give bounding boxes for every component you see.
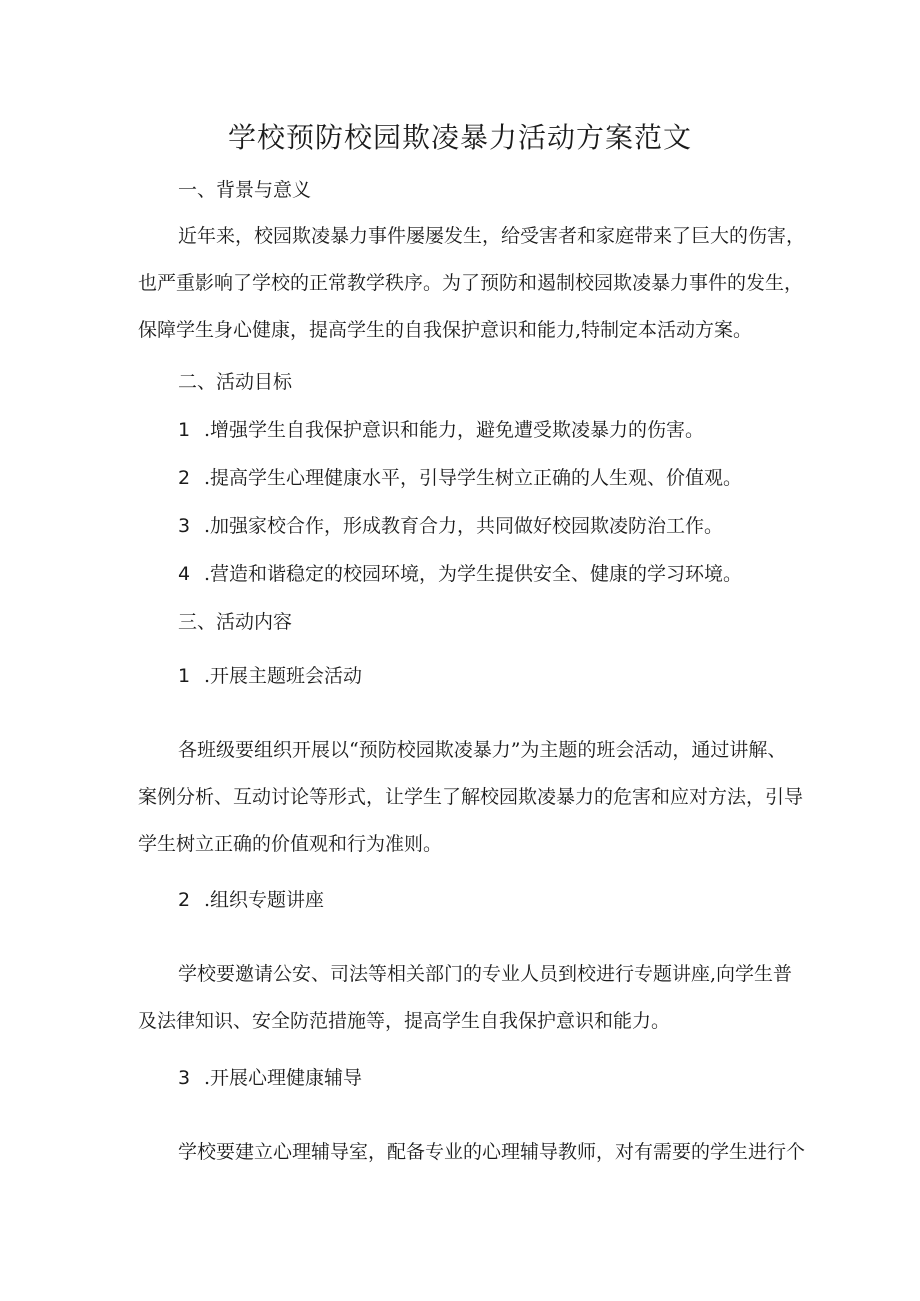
section-heading-content: 三、活动内容 [178,611,293,633]
paragraph-lecture [138,960,798,1035]
paragraph-line: 保障学生身心健康，提高学生的自我保护意识和能力,特制定本活动方案。 [138,319,753,341]
subsection-heading [178,1064,362,1092]
subsection-title: .开展心理健康辅导 [204,1067,363,1089]
section-heading-background: 一、背景与意义 [178,179,312,201]
goal-number: 1 [178,419,191,441]
paragraph-line: 案例分析、互动讨论等形式，让学生了解校园欺凌暴力的危害和应对方法，引导 [138,786,804,808]
paragraph-line: 也严重影响了学校的正常教学秩序。为了预防和遏制校园欺凌暴力事件的发生， [138,272,804,294]
goal-text: .加强家校合作，形成教育合力，共同做好校园欺凌防治工作。 [204,515,724,537]
paragraph-line: 学生树立正确的价值观和行为准则。 [138,833,443,855]
goal-text: .营造和谐稳定的校园环境，为学生提供安全、健康的学习环境。 [204,563,743,585]
subsection-number: 2 [178,889,191,911]
subsection-heading [178,662,362,690]
paragraph-line: 学校要邀请公安、司法等相关部门的专业人员到校进行专题讲座,向学生普 [178,963,793,985]
paragraph-counseling [138,1138,806,1166]
paragraph-line: 各班级要组织开展以“预防校园欺凌暴力”为主题的班会活动，通过讲解、 [178,739,787,761]
subsection-heading [178,886,324,914]
subsection-title: .组织专题讲座 [204,889,325,911]
subsection-number: 3 [178,1067,191,1089]
goal-item [178,416,704,444]
subsection-number: 1 [178,665,191,687]
goal-item [178,512,723,540]
goal-text: .提高学生心理健康水平，引导学生树立正确的人生观、价值观。 [204,467,743,489]
goal-item [178,560,742,588]
goal-item [178,464,742,492]
goal-number: 4 [178,563,191,585]
goal-text: .增强学生自我保护意识和能力，避免遭受欺凌暴力的伤害。 [204,419,705,441]
paragraph-line: 学校要建立心理辅导室，配备专业的心理辅导教师，对有需要的学生进行个 [178,1141,806,1163]
paragraph-class-meeting [138,736,804,858]
section-heading-goals: 二、活动目标 [178,371,293,393]
paragraph-line: 近年来，校园欺凌暴力事件屡屡发生，给受害者和家庭带来了巨大的伤害， [178,225,806,247]
goal-number: 3 [178,515,191,537]
subsection-title: .开展主题班会活动 [204,665,363,687]
paragraph-background [138,222,806,344]
paragraph-line: 及法律知识、安全防范措施等，提高学生自我保护意识和能力。 [138,1010,671,1032]
document-title: 学校预防校园欺凌暴力活动方案范文 [227,121,692,154]
goal-number: 2 [178,467,191,489]
